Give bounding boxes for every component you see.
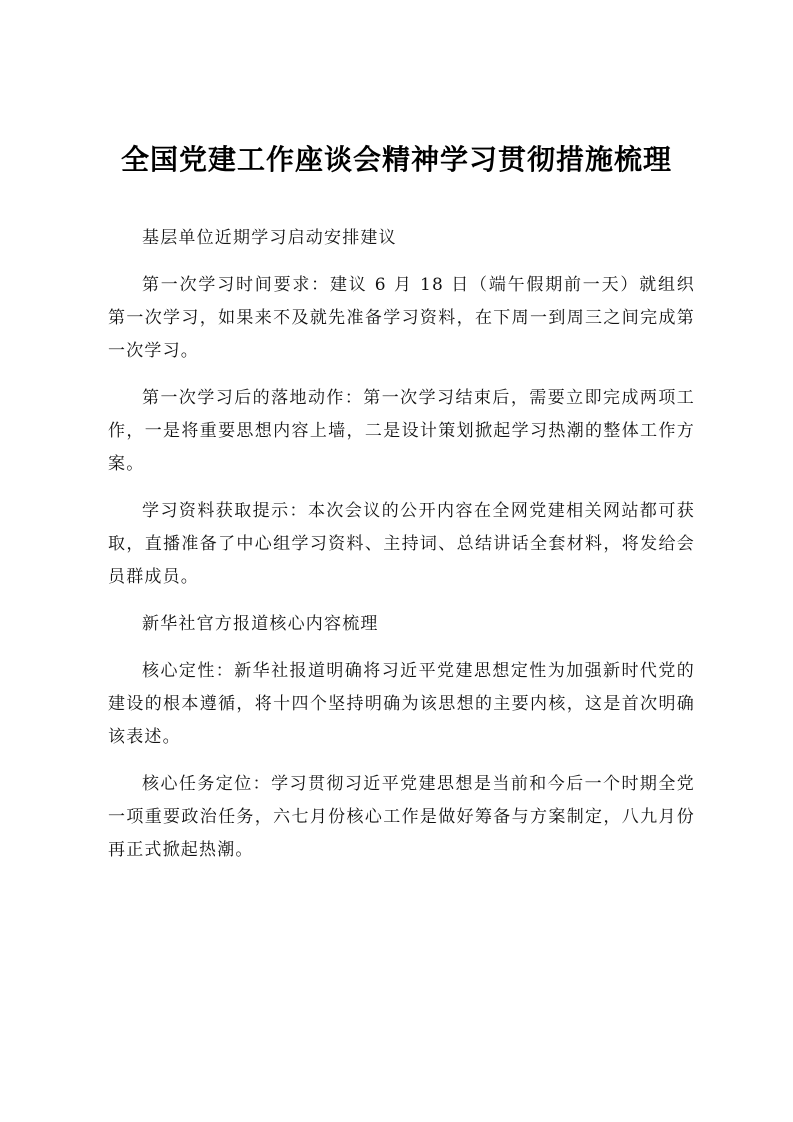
paragraph-post-study-actions: 第一次学习后的落地动作：第一次学习结束后，需要立即完成两项工作，一是将重要思想内容上墙，二是设计策划掀起学习热潮的整体工作方案。	[108, 388, 695, 474]
paragraph-core-task: 核心任务定位：学习贯彻习近平党建思想是当前和今后一个时期全党一项重要政治任务，六七月份核心工作是做好筹备与方案制定，八九月份再正式掀起热潮。	[108, 774, 695, 860]
section-heading-xinhua-report: 新华社官方报道核心内容梳理	[142, 614, 379, 634]
paragraph-materials-tip: 学习资料获取提示：本次会议的公开内容在全网党建相关网站都可获取，直播准备了中心组学习资料、主持词、总结讲话全套材料，将发给会员群成员。	[108, 501, 695, 587]
document-title: 全国党建工作座谈会精神学习贯彻措施梳理	[120, 143, 672, 176]
section-heading-study-arrangement: 基层单位近期学习启动安排建议	[142, 228, 397, 248]
paragraph-core-definition: 核心定性：新华社报道明确将习近平党建思想定性为加强新时代党的建设的根本遵循，将十四个坚持明确为该思想的主要内核，这是首次明确该表述。	[108, 661, 695, 747]
paragraph-first-study-time: 第一次学习时间要求：建议 6 月 18 日（端午假期前一天）就组织第一次学习，如果来不及就先准备学习资料，在下周一到周三之间完成第一次学习。	[108, 275, 695, 361]
document-body	[108, 222, 695, 881]
